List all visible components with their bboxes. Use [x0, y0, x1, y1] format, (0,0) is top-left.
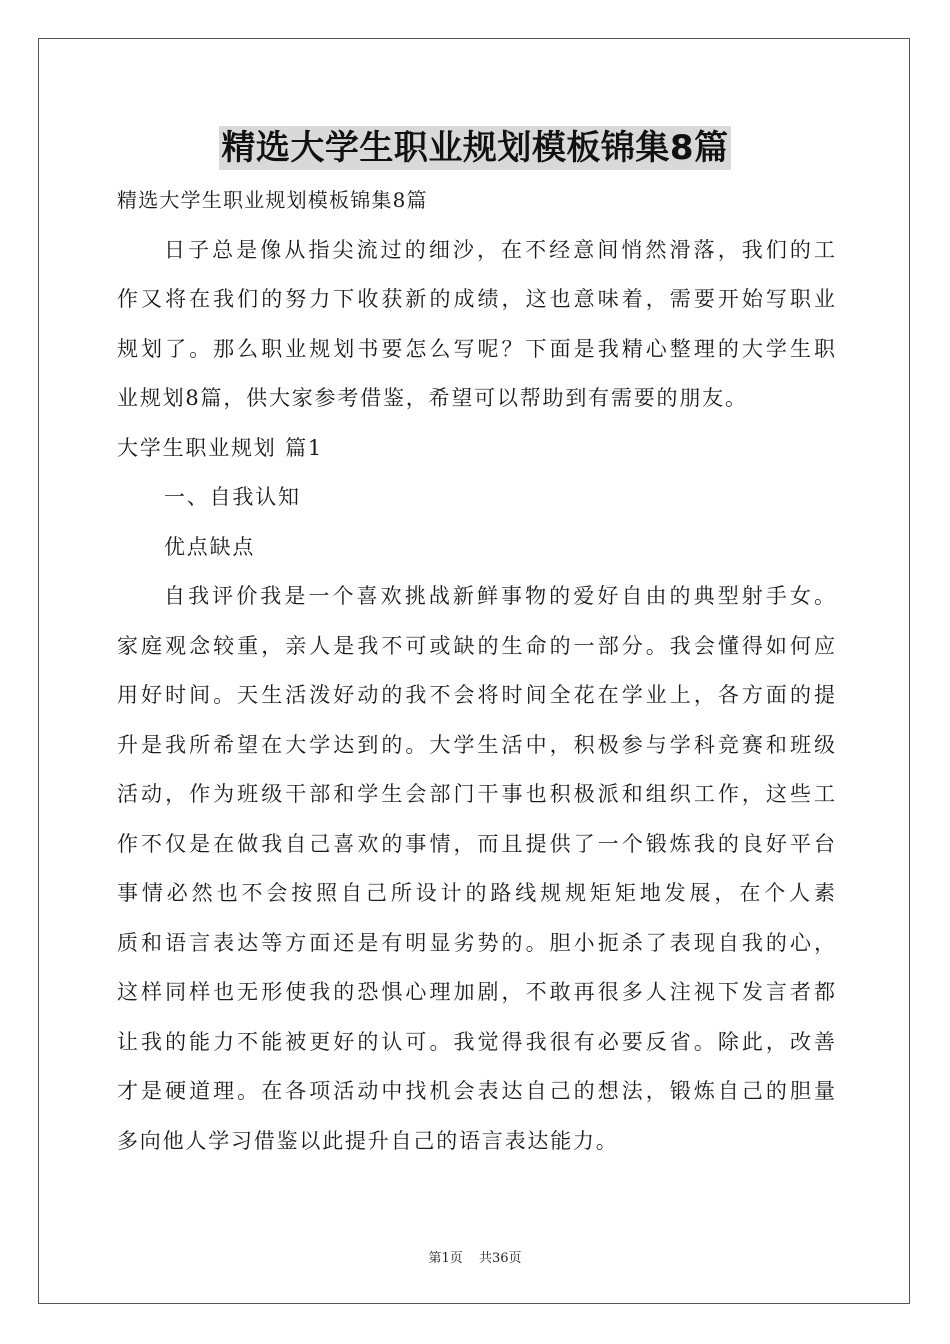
paragraph-line: 升是我所希望在大学达到的。大学生活中，积极参与学科竞赛和班级 [117, 732, 835, 757]
paragraph-line: 家庭观念较重，亲人是我不可或缺的生命的一部分。我会懂得如何应 [117, 633, 835, 658]
subsection-heading: 一、自我认知 [164, 485, 301, 509]
paragraph-line: 才是硬道理。在各项活动中找机会表达自己的想法，锻炼自己的胆量 [117, 1079, 835, 1103]
page-number: 第1页 [428, 1251, 463, 1266]
page-total: 共36页 [478, 1251, 522, 1266]
paragraph-line: 用好时间。天生活泼好动的我不会将时间全花在学业上，各方面的提 [117, 683, 835, 707]
section-heading: 大学生职业规划 篇1 [117, 435, 324, 460]
title-area [0, 126, 950, 170]
document-body [117, 176, 835, 1166]
paragraph-line: 作又将在我们的努力下收获新的成绩，这也意味着，需要开始写职业 [117, 287, 835, 311]
paragraph-line: 事情必然也不会按照自己所设计的路线规规矩矩地发展，在个人素 [117, 881, 835, 905]
paragraph-line: 多向他人学习借鉴以此提升自己的语言表达能力。 [117, 1128, 619, 1153]
paragraph-line: 让我的能力不能被更好的认可。我觉得我很有必要反省。除此，改善 [117, 1029, 835, 1054]
paragraph-line: 作不仅是在做我自己喜欢的事情，而且提供了一个锻炼我的良好平台 [117, 831, 835, 856]
page-footer [0, 1247, 950, 1266]
document-subtitle: 精选大学生职业规划模板锦集8篇 [117, 188, 428, 212]
paragraph-line: 日子总是像从指尖流过的细沙，在不经意间悄然滑落，我们的工 [164, 237, 835, 262]
subsection-heading: 优点缺点 [164, 534, 256, 559]
document-title: 精选大学生职业规划模板锦集8篇 [221, 128, 729, 168]
paragraph-line: 质和语言表达等方面还是有明显劣势的。胆小扼杀了表现自我的心， [117, 930, 835, 955]
paragraph-line: 这样同样也无形使我的恐惧心理加剧，不敢再很多人注视下发言者都 [117, 980, 835, 1004]
paragraph-line: 自我评价我是一个喜欢挑战新鲜事物的爱好自由的典型射手女。 [164, 584, 835, 608]
paragraph-line: 活动，作为班级干部和学生会部门干事也积极派和组织工作，这些工 [117, 782, 835, 806]
paragraph-line: 业规划8篇，供大家参考借鉴，希望可以帮助到有需要的朋友。 [117, 386, 748, 410]
paragraph-line: 规划了。那么职业规划书要怎么写呢？下面是我精心整理的大学生职 [117, 336, 835, 361]
